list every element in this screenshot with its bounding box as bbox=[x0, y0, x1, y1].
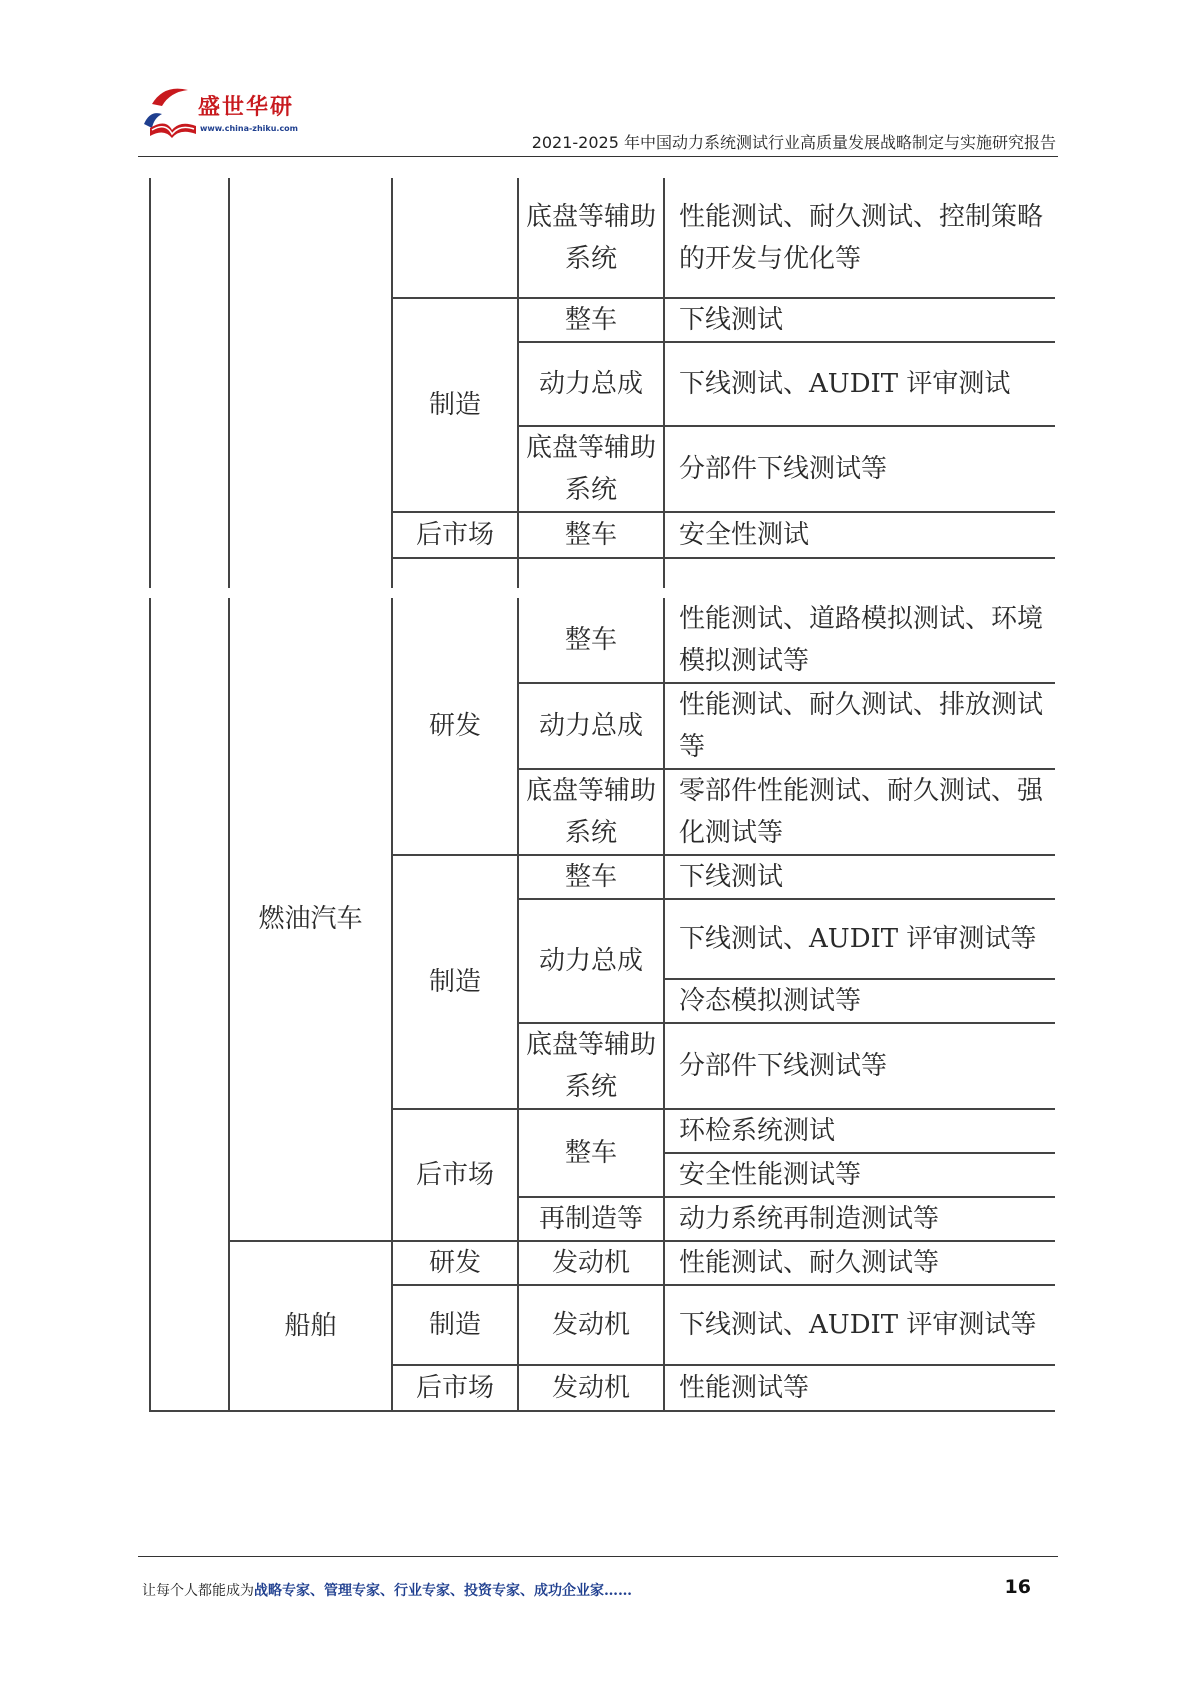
component-cell: 底盘等辅助系统 bbox=[518, 1023, 664, 1109]
component-cell: 整车 bbox=[518, 855, 664, 899]
report-title: 2021-2025 年中国动力系统测试行业高质量发展战略制定与实施研究报告 bbox=[531, 133, 1056, 152]
stage-cell-empty bbox=[392, 558, 518, 588]
component-cell: 整车 bbox=[518, 598, 664, 683]
stage-cell: 研发 bbox=[392, 1241, 518, 1285]
component-cell: 发动机 bbox=[518, 1241, 664, 1285]
component-cell: 再制造等 bbox=[518, 1197, 664, 1241]
stage-cell: 制造 bbox=[392, 1285, 518, 1365]
logo-name: 盛世华研 bbox=[198, 95, 295, 120]
category-cell: 燃油汽车 bbox=[229, 598, 392, 1241]
component-cell: 动力总成 bbox=[518, 683, 664, 769]
component-cell: 底盘等辅助系统 bbox=[518, 426, 664, 512]
test-table-part-1 bbox=[149, 178, 1055, 588]
test-items-cell: 动力系统再制造测试等 bbox=[664, 1197, 1055, 1241]
test-items-cell: 下线测试、AUDIT 评审测试等 bbox=[664, 1285, 1055, 1365]
test-items-cell: 下线测试、AUDIT 评审测试等 bbox=[664, 899, 1055, 979]
component-cell: 整车 bbox=[518, 1109, 664, 1197]
component-cell: 发动机 bbox=[518, 1285, 664, 1365]
category-cell-empty bbox=[150, 598, 229, 1411]
component-cell: 底盘等辅助系统 bbox=[518, 769, 664, 855]
test-items-cell-empty bbox=[664, 558, 1055, 588]
test-items-cell: 分部件下线测试等 bbox=[664, 426, 1055, 512]
header-divider bbox=[138, 156, 1058, 157]
stage-cell: 后市场 bbox=[392, 1365, 518, 1411]
category-cell-empty bbox=[150, 178, 229, 588]
test-items-cell: 性能测试、耐久测试、排放测试等 bbox=[664, 683, 1055, 769]
test-table-part-2 bbox=[149, 598, 1055, 1478]
stage-cell: 制造 bbox=[392, 855, 518, 1109]
component-cell-empty bbox=[518, 558, 664, 588]
footer-highlight-text: 战略专家、管理专家、行业专家、投资专家、成功企业家…… bbox=[254, 1583, 632, 1599]
component-cell: 发动机 bbox=[518, 1365, 664, 1411]
component-cell: 动力总成 bbox=[518, 342, 664, 426]
company-logo bbox=[140, 84, 310, 150]
category-cell: 船舶 bbox=[229, 1241, 392, 1411]
test-items-cell: 安全性能测试等 bbox=[664, 1153, 1055, 1197]
test-items-cell: 冷态模拟测试等 bbox=[664, 979, 1055, 1023]
test-items-cell: 性能测试、道路模拟测试、环境模拟测试等 bbox=[664, 598, 1055, 683]
test-items-cell: 性能测试、耐久测试等 bbox=[664, 1241, 1055, 1285]
test-items-cell: 环检系统测试 bbox=[664, 1109, 1055, 1153]
component-cell: 整车 bbox=[518, 298, 664, 342]
test-items-cell: 性能测试等 bbox=[664, 1365, 1055, 1411]
component-cell: 整车 bbox=[518, 512, 664, 558]
stage-cell-empty bbox=[392, 178, 518, 298]
footer-divider bbox=[138, 1556, 1058, 1557]
test-items-cell: 下线测试 bbox=[664, 855, 1055, 899]
footer-lead-text: 让每个人都能成为 bbox=[142, 1583, 254, 1599]
subcategory-cell-empty bbox=[229, 178, 392, 588]
stage-cell: 后市场 bbox=[392, 1109, 518, 1241]
stage-cell: 研发 bbox=[392, 598, 518, 855]
component-cell: 动力总成 bbox=[518, 899, 664, 1023]
stage-cell: 后市场 bbox=[392, 512, 518, 558]
test-items-cell: 下线测试 bbox=[664, 298, 1055, 342]
test-items-cell: 下线测试、AUDIT 评审测试 bbox=[664, 342, 1055, 426]
test-items-cell: 分部件下线测试等 bbox=[664, 1023, 1055, 1109]
footer-slogan bbox=[142, 1580, 632, 1600]
page-number: 16 bbox=[1004, 1576, 1031, 1598]
test-items-cell: 零部件性能测试、耐久测试、强化测试等 bbox=[664, 769, 1055, 855]
test-items-cell: 性能测试、耐久测试、控制策略的开发与优化等 bbox=[664, 178, 1055, 298]
test-items-cell: 安全性测试 bbox=[664, 512, 1055, 558]
book-logo-icon bbox=[140, 84, 202, 146]
logo-url: www.china-zhiku.com bbox=[200, 124, 299, 133]
stage-cell: 制造 bbox=[392, 298, 518, 512]
component-cell: 底盘等辅助系统 bbox=[518, 178, 664, 298]
